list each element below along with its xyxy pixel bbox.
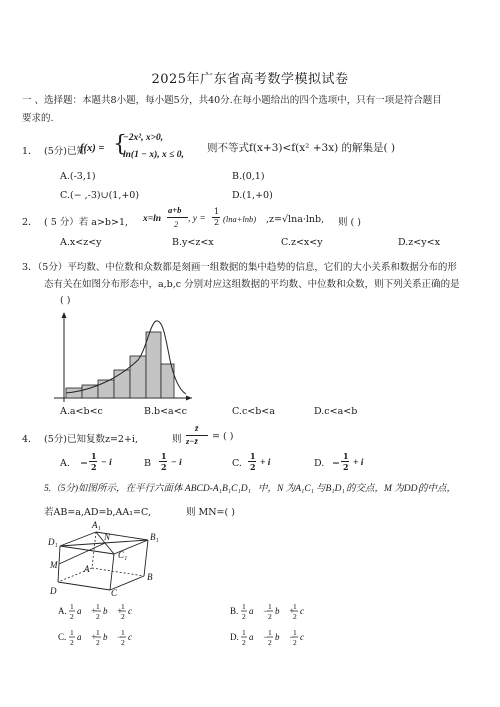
svg-text:1: 1 (70, 602, 74, 611)
q1-fx: f(x) = (80, 143, 105, 154)
q1-number: 1． (22, 146, 38, 157)
q4-b-tail: − i (171, 458, 182, 468)
q1-case1: −2x², x>0, (123, 133, 164, 143)
q4-c-tail: + i (260, 458, 271, 468)
q3-option-b[interactable]: B.b<a<c (144, 406, 187, 417)
q5-label-n: N (104, 532, 111, 542)
q4-option-d[interactable]: D. (314, 458, 325, 469)
q1-option-a[interactable]: A.(-3,1) (60, 171, 96, 182)
q5-line1b: 中，N 为A₁C₁ (258, 484, 314, 494)
q3-bar-3 (98, 380, 114, 398)
q3-bar-6 (146, 332, 161, 398)
q2-y-fden: 2 (214, 218, 220, 227)
q2-option-c[interactable]: C.z<x<y (281, 237, 323, 248)
q3-option-a[interactable]: A.a<b<c (60, 406, 103, 417)
q1-option-c[interactable]: C.(− ,-3)∪(1,+0) (60, 190, 140, 201)
q3-y-arrow (62, 312, 67, 318)
q5-label-c1: C₁ (118, 550, 128, 560)
q4-a-den: 2 (91, 462, 97, 472)
q4-option-c[interactable]: C. (232, 458, 242, 469)
q5-option-b[interactable] (230, 602, 311, 621)
q5-options (58, 598, 388, 648)
q5-label-d: D (50, 586, 57, 596)
svg-text:2: 2 (121, 638, 125, 647)
q4-a-sign: − (80, 458, 88, 469)
q5-option-c[interactable] (58, 628, 139, 647)
q4-b-den: 2 (161, 462, 167, 472)
svg-text:1: 1 (293, 602, 297, 611)
q5-segment-mn (59, 543, 105, 564)
q3-line1: 3．（5分）平均数、中位数和众数都是刻画一组数据的集中趋势的信息，它们的大小关系和数据分布的形 (22, 262, 457, 273)
q5-line1: 5.（5分)如图所示，在平行六面体 ABCD-A₁B₁C₁D₁ (44, 484, 251, 494)
svg-text:B.: B. (230, 606, 239, 616)
svg-text:b⃗ +: b⃗ + (103, 606, 123, 616)
svg-text:1: 1 (242, 628, 246, 637)
svg-text:a⃗ +: a⃗ + (77, 632, 97, 642)
q4-frac-den: z−z̄ (186, 436, 198, 446)
svg-text:1: 1 (268, 628, 272, 637)
svg-text:2: 2 (96, 612, 100, 621)
q1-brace: { (113, 132, 127, 157)
q1-option-b[interactable]: B.(0,1) (232, 171, 265, 182)
q5-hidden-ab (92, 568, 144, 576)
q2-x-fracline (167, 217, 188, 218)
section-instructions-line2: 要求的. (22, 113, 54, 124)
q4-a-num: 1 (91, 451, 97, 461)
q2-z: ,z=√lna·lnb, (266, 214, 325, 225)
q4-c-num: 1 (250, 451, 256, 461)
q2-y-eq: , y = (188, 214, 206, 224)
svg-text:c⃗: c⃗ (300, 606, 311, 616)
q1-case2: ln(1 − x), x ≤ 0, (123, 150, 184, 160)
svg-text:c⃗: c⃗ (300, 632, 311, 642)
q3-option-d[interactable]: D.c<a<b (314, 406, 358, 417)
svg-text:1: 1 (70, 628, 74, 637)
q5-parallelepiped-figure (48, 518, 166, 596)
q5-label-a1: A₁ (92, 520, 101, 530)
q3-histogram-figure (46, 310, 196, 406)
q2-option-b[interactable]: B.y<z<x (172, 237, 214, 248)
q2-y-fnum: 1 (214, 207, 220, 216)
q4-option-b[interactable]: B (144, 458, 151, 469)
q3-x-arrow (186, 396, 192, 401)
q3-paren: ( ) (60, 295, 71, 306)
svg-text:1: 1 (96, 602, 100, 611)
q4-d-num: 1 (343, 451, 349, 461)
q4-option-a[interactable]: A. (60, 458, 70, 469)
q5-edge-cc1 (110, 554, 114, 590)
q3-bar-4 (114, 370, 130, 398)
q5-label-m: M (50, 560, 58, 570)
q5-label-b1: B₁ (150, 532, 159, 542)
q3-option-c[interactable]: C.c<b<a (232, 406, 275, 417)
svg-text:2: 2 (70, 612, 74, 621)
svg-text:c⃗: c⃗ (128, 606, 139, 616)
q1-option-d[interactable]: D.(1,+0) (232, 190, 273, 201)
q5-edge-c1d1 (60, 546, 114, 554)
svg-text:1: 1 (121, 602, 125, 611)
q4-number: 4． (22, 434, 38, 445)
svg-text:2: 2 (121, 612, 125, 621)
q5-edge-dc (58, 582, 110, 590)
svg-text:1: 1 (242, 602, 246, 611)
q2-y-par: (lna+lnb) (223, 214, 257, 224)
q5-option-d[interactable] (230, 628, 311, 647)
svg-text:2: 2 (242, 638, 246, 647)
q2-x-den: 2 (174, 219, 179, 229)
q2-text: ( 5 分）若 a>b>1, (44, 217, 129, 228)
q4-frac-num: z̄ (195, 423, 199, 433)
svg-text:2: 2 (293, 612, 297, 621)
svg-text:2: 2 (242, 612, 246, 621)
svg-text:2: 2 (293, 638, 297, 647)
q4-a-tail: − i (101, 458, 112, 468)
svg-text:a⃗ −: a⃗ − (249, 632, 269, 642)
svg-text:1: 1 (96, 628, 100, 637)
q2-option-a[interactable]: A.x<z<y (60, 237, 102, 248)
q4-b-num: 1 (161, 451, 167, 461)
q3-bar-5 (130, 356, 146, 398)
q5-line1c: 与B₁D₁ (316, 484, 345, 494)
q5-line2: 若AB=a,AD=b,AA₁=C, (44, 507, 151, 518)
svg-text:1: 1 (268, 602, 272, 611)
q4-text: (5分)已知复数z=2+i, (44, 434, 138, 445)
svg-text:b⃗ −: b⃗ − (103, 632, 123, 642)
q5-option-a[interactable] (58, 602, 139, 621)
q4-c-den: 2 (250, 462, 256, 472)
q5-edge-bb1 (144, 540, 148, 576)
q2-x-num: a+b (168, 205, 182, 215)
q5-label-d1: D₁ (48, 537, 58, 547)
svg-text:2: 2 (268, 612, 272, 621)
svg-text:2: 2 (70, 638, 74, 647)
q3-bar-2 (82, 385, 98, 398)
svg-text:2: 2 (96, 638, 100, 647)
q1-score: (5分)已知 (44, 146, 86, 157)
page-title: 2025年广东省高考数学模拟试卷 (151, 72, 349, 87)
svg-text:1: 1 (293, 628, 297, 637)
q2-then: 则 ( ) (338, 217, 361, 228)
q5-label-a: A (84, 564, 90, 574)
q4-d-sign: − (332, 458, 340, 469)
q3-line2: 态有关在如图分布形态中，a,b,c 分别对应这组数据的平均数、中位数和众数，则下列关系正确的是 (44, 279, 460, 290)
svg-text:1: 1 (121, 628, 125, 637)
svg-text:a⃗ +: a⃗ + (77, 606, 97, 616)
svg-text:b⃗ +: b⃗ + (275, 606, 295, 616)
q2-option-d[interactable]: D.z<y<x (398, 237, 440, 248)
q5-hidden-aa1 (92, 532, 96, 568)
svg-text:D.: D. (230, 632, 239, 642)
q4-then: 则 (172, 434, 182, 445)
q2-x-eq: x=ln (143, 214, 162, 224)
section-instructions-line1: 一 、选择题：本题共8小题，每小题5分，共40分.在每小题给出的四个选项中，只有一项是符合题目 (22, 95, 442, 106)
q5-line2b: 则 MN=( ) (186, 507, 235, 518)
q5-line1d: 的交点，M 为DD₁ (346, 484, 421, 494)
q1-tail: 则不等式f(x+3)<f(x² +3x) 的解集是( ) (207, 142, 396, 154)
svg-text:2: 2 (268, 638, 272, 647)
svg-text:c⃗: c⃗ (128, 632, 139, 642)
q4-d-tail: + i (353, 458, 364, 468)
q4-d-den: 2 (343, 462, 349, 472)
svg-text:b⃗ −: b⃗ − (275, 632, 295, 642)
q4-eq: = ( ) (212, 431, 234, 442)
svg-text:C.: C. (58, 632, 67, 642)
q5-label-c: C (111, 588, 118, 596)
q2-number: 2． (22, 217, 38, 228)
svg-text:A.: A. (58, 606, 67, 616)
svg-text:a⃗ −: a⃗ − (249, 606, 269, 616)
q5-label-b: B (147, 572, 153, 582)
q5-line1e: 的中点， (418, 484, 457, 494)
